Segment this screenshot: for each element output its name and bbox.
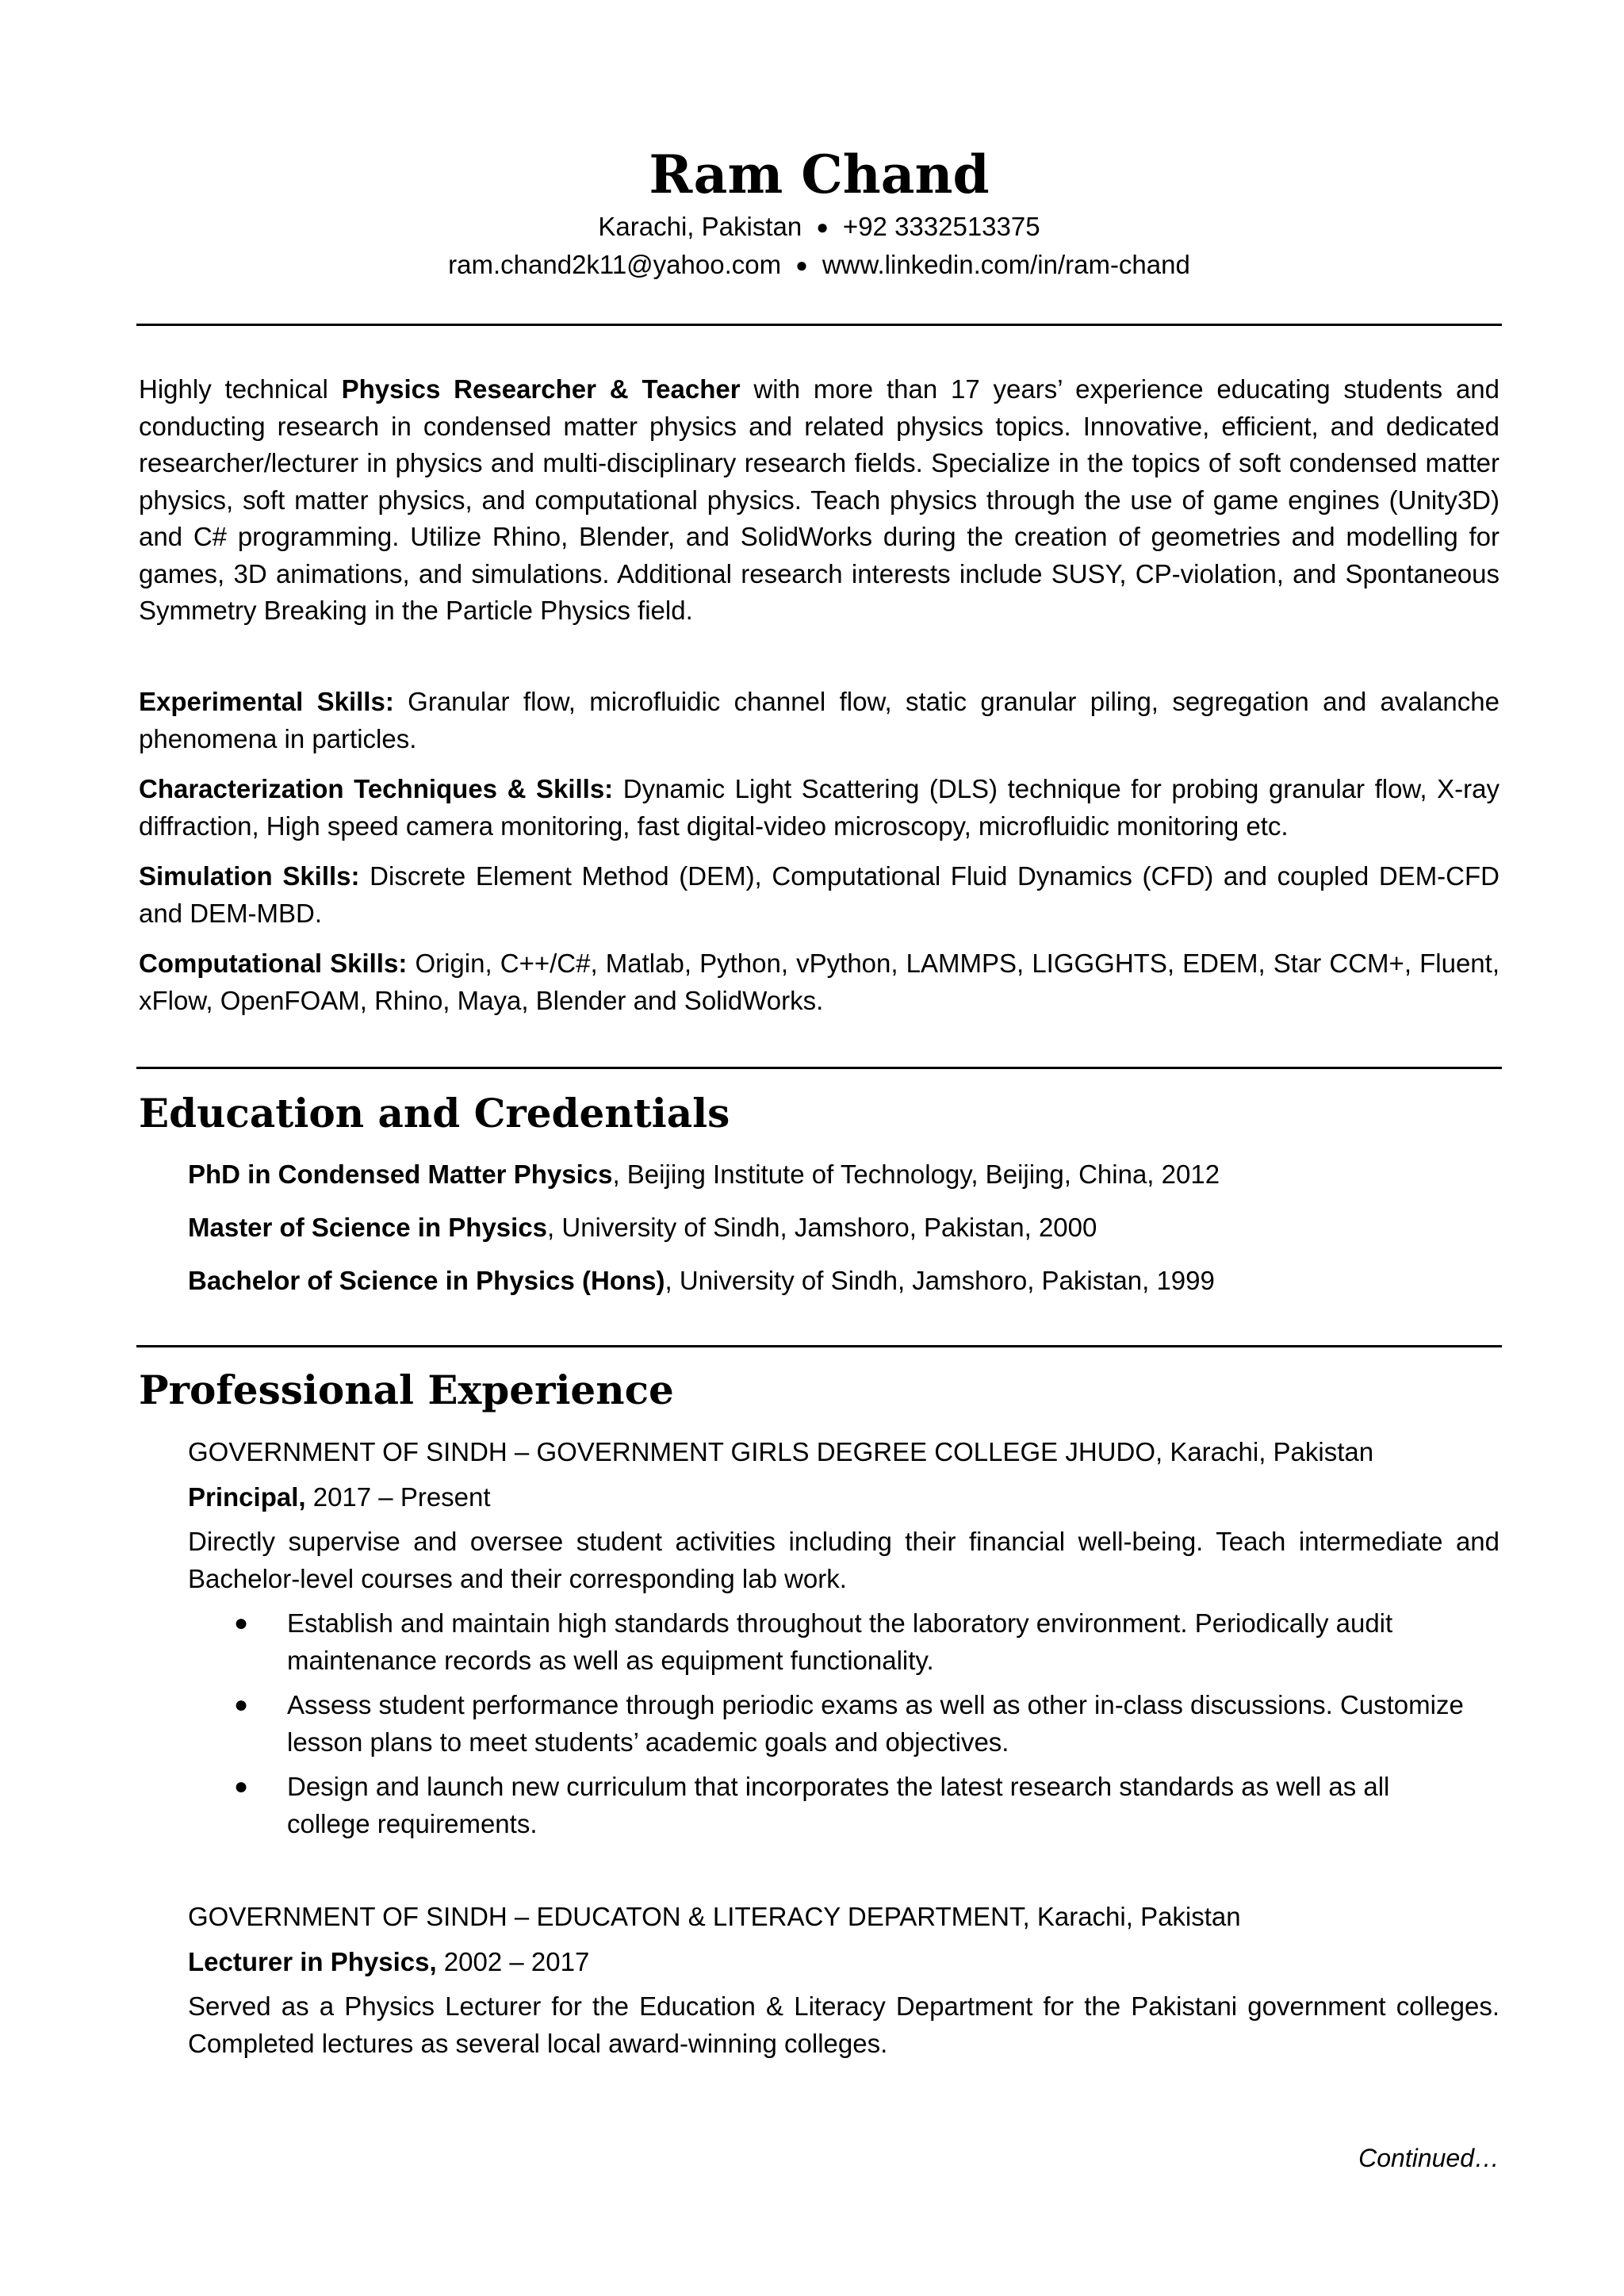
divider [136,1345,1502,1347]
job-role-line [188,1944,1500,1981]
job-entry-lecturer [188,1899,1500,2070]
job-description: Directly supervise and oversee student activities including their financial well-being. Teach intermediate and Bachelor-level courses and their corresponding lab work. [188,1527,1500,1593]
professional-summary [139,371,1500,630]
phone: +92 3332513375 [842,212,1040,241]
summary-intro: Highly technical [139,374,342,404]
bullet-text: Design and launch new curriculum that incorporates the latest research standards as well as all college requirements. [287,1772,1390,1838]
list-item [188,1687,1500,1761]
location: Karachi, Pakistan [598,212,802,241]
degree-detail: , University of Sindh, Jamshoro, Pakistan, 2000 [547,1213,1097,1242]
job-entry-principal [188,1434,1500,1850]
skill-label: Characterization Techniques & Skills: [139,774,614,803]
skill-item-computational [139,945,1500,1019]
skills-list [139,684,1500,1033]
education-item [188,1263,1500,1299]
contact-line-email-linkedin [136,247,1502,283]
job-role-line [188,1479,1500,1516]
degree: Bachelor of Science in Physics (Hons) [188,1266,665,1295]
job-bullets [188,1605,1500,1842]
skill-label: Experimental Skills: [139,687,394,716]
summary-body: with more than 17 years’ experience educating students and conducting research in condensed matter physics and related physics topics. Innovative, efficient, and dedicated researcher/lecturer in physics and multi-disciplinary research fields. Specialize in the topics of soft condensed matter physics, soft matter physics, and computational physics. Teach physics through the use of game engines (Unity3D) and C# programming. Utilize Rhino, Blender, and SolidWorks during the creation of geometries and modelling for games, 3D animations, and simulations. Additional research interests include SUSY, CP-violation, and Spontaneous Symmetry Breaking in the Particle Physics field. [139,374,1500,625]
skill-text: Discrete Element Method (DEM), Computational Fluid Dynamics (CFD) and coupled DEM-CFD and DEM-MBD. [139,861,1500,928]
education-item [188,1209,1500,1246]
skill-item-characterization [139,771,1500,845]
continued-note: Continued… [1358,2144,1500,2172]
skill-item-experimental [139,684,1500,757]
summary-title: Physics Researcher & Teacher [341,374,741,404]
job-role: Principal, [188,1481,306,1512]
education-item [188,1156,1500,1193]
skill-label: Simulation Skills: [139,861,360,891]
degree-detail: , Beijing Institute of Technology, Beijing, China, 2012 [612,1159,1220,1189]
job-dates: 2017 – Present [305,1481,491,1512]
bullet-text: Assess student performance through periodic exams as well as other in-class discussions. Customize lesson plans to meet students’ academic goals and objectives. [287,1690,1464,1757]
job-organization: GOVERNMENT OF SINDH – EDUCATON & LITERACY DEPARTMENT, Karachi, Pakistan [188,1902,1241,1931]
bullet-separator-icon: ● [816,215,829,239]
bullet-icon: ● [234,1773,249,1800]
skill-text: Origin, C++/C#, Matlab, Python, vPython, LAMMPS, LIGGGHTS, EDEM, Star CCM+, Fluent, xFlow, OpenFOAM, Rhino, Maya, Blender and SolidWorks. [139,949,1500,1015]
divider [136,324,1502,326]
list-item [188,1605,1500,1679]
list-item [188,1769,1500,1842]
section-title-education: Education and Credentials [139,1090,730,1137]
job-dates: 2002 – 2017 [436,1946,590,1976]
bullet-separator-icon: ● [795,253,808,277]
degree-detail: , University of Sindh, Jamshoro, Pakistan, 1999 [665,1266,1215,1295]
section-title-experience: Professional Experience [139,1366,674,1413]
education-list [188,1156,1500,1316]
bullet-icon: ● [234,1692,249,1718]
email-link[interactable]: ram.chand2k11@yahoo.com [448,250,782,279]
skill-text: Granular flow, microfluidic channel flow, static granular piling, segregation and avalanche phenomena in particles. [139,687,1500,753]
linkedin-link[interactable]: www.linkedin.com/in/ram-chand [822,250,1190,279]
contact-line-location-phone [136,209,1502,245]
skill-item-simulation [139,858,1500,932]
job-role: Lecturer in Physics, [188,1946,437,1976]
skill-text: Dynamic Light Scattering (DLS) technique for probing granular flow, X-ray diffraction, High speed camera monitoring, fast digital-video microscopy, microfluidic monitoring etc. [139,774,1500,841]
bullet-text: Establish and maintain high standards throughout the laboratory environment. Periodically audit maintenance records as well as equipment functionality. [287,1608,1393,1675]
degree: PhD in Condensed Matter Physics [188,1159,613,1189]
divider [136,1067,1502,1069]
degree: Master of Science in Physics [188,1213,548,1242]
job-description: Served as a Physics Lecturer for the Education & Literacy Department for the Pakistani government colleges. Completed lectures as several local award-winning colleges. [188,1991,1500,2058]
bullet-icon: ● [234,1610,249,1636]
job-organization: GOVERNMENT OF SINDH – GOVERNMENT GIRLS DEGREE COLLEGE JHUDO, Karachi, Pakistan [188,1437,1374,1466]
candidate-name: Ram Chand [649,144,990,205]
skill-label: Computational Skills: [139,949,408,978]
